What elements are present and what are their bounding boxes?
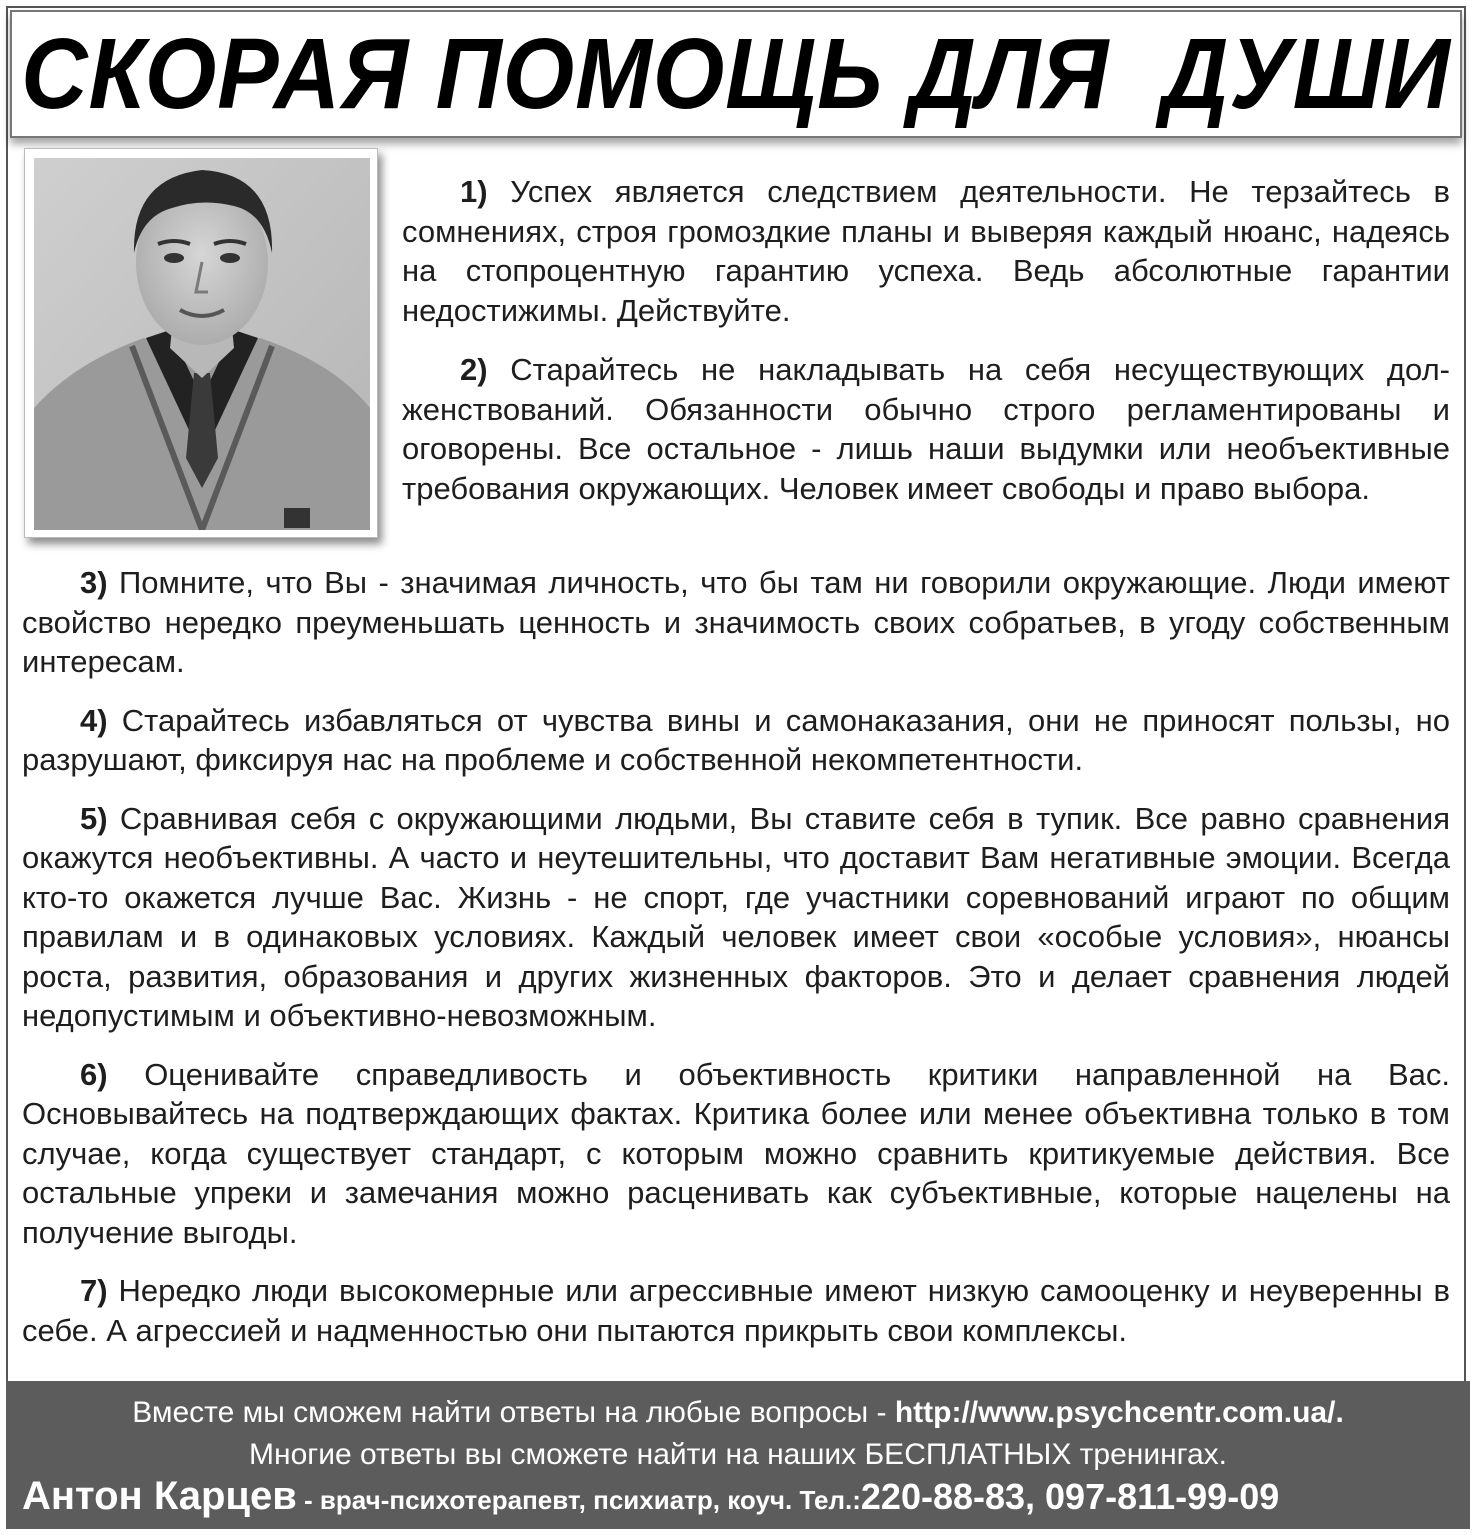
footer-line-author <box>22 1473 1462 1528</box>
text-column-lower <box>22 563 1450 1369</box>
headline-box <box>10 10 1462 138</box>
paragraph-number: 6) <box>80 1056 108 1092</box>
contact-footer <box>6 1381 1470 1529</box>
paragraph-1 <box>402 172 1450 330</box>
paragraph-number: 4) <box>80 702 108 738</box>
paragraph-4 <box>22 701 1450 780</box>
paragraph-text: Старайтесь избавляться от чувства вины и самонаказания, они не приносят пользы, но разрушают, фиксируя нас на проблеме и собственной некомпетентности. <box>22 702 1450 777</box>
author-photo-frame <box>24 148 378 538</box>
paragraph-number: 7) <box>80 1273 108 1308</box>
author-name: Антон Карцев <box>22 1474 297 1518</box>
footer-text: Вместе мы сможем найти ответы на любые вопросы - <box>132 1396 895 1429</box>
text-column-upper <box>402 172 1450 528</box>
website-link[interactable]: http://www.psychcentr.com.ua/. <box>894 1396 1344 1429</box>
paragraph-2 <box>402 350 1450 508</box>
footer-line-website <box>6 1395 1470 1431</box>
paragraph-3 <box>22 563 1450 682</box>
paragraph-5 <box>22 799 1450 1036</box>
paragraph-number: 3) <box>80 565 108 600</box>
paragraph-number: 1) <box>460 174 488 209</box>
paragraph-6 <box>22 1055 1450 1253</box>
paragraph-number: 5) <box>80 800 108 836</box>
paragraph-text: Сравнивая себя с окружающими людьми, Вы ставите себя в тупик. Все равно сравнения окажутся необъективны. А часто и неутешительны, что доставит Вам негативные эмоции. Всегда кто-то окажется лучше Вас. Жизнь - не спорт, где участники соревнований играют по общим правилам и в одинаковых условиях. Каждый человек имеет свои «особые условия», нюансы роста, развития, образования и других жизненных факторов. Это и делает сравнения людей недопустимым и объективно-невозможным. <box>22 800 1450 1033</box>
portrait-photo <box>34 158 370 530</box>
paragraph-text: Оценивайте справедливость и объективность критики направленной на Вас. Основывайтесь на подтверждающих фактах. Критика более или менее объективна только в том случае, когда существует стандарт, с которым можно сравнить критикуемые действия. Все остальные упреки и замечания можно расценивать как субъективные, которые нацелены на получение выгоды. <box>22 1056 1450 1250</box>
author-role: - врач-психотерапевт, психиатр, коуч. <box>296 1485 800 1515</box>
paragraph-text: Нередко люди высокомерные или агрессивные имеют низкую самооценку и неуверенны в себе. А агрессией и надменностью они пытаются прикрыть свои комплексы. <box>22 1273 1450 1348</box>
phone-label: Тел.: <box>799 1485 861 1515</box>
phone-numbers[interactable]: 220-88-83, 097-811-99-09 <box>860 1476 1280 1517</box>
page-title: СКОРАЯ ПОМОЩЬ ДЛЯ ДУШИ <box>21 18 1451 130</box>
paragraph-text: Успех является следствием деятельности. Не терзайтесь в сомнениях, строя громоздкие планы и выверяя каждый нюанс, надеясь на стопроцентную гарантию успеха. Ведь абсолютные гарантии недостижимы. Действуйте. <box>402 174 1450 328</box>
paragraph-number: 2) <box>460 352 488 387</box>
paragraph-text: Старайтесь не накладывать на себя несуществующих долженствований. Обязанности обычно строго регламентированы и оговорены. Все остальное - лишь наши выдумки или необъективные требования окружающих. Человек имеет свободы и право выбора. <box>402 352 1450 506</box>
paragraph-7 <box>22 1271 1450 1350</box>
paragraph-text: Помните, что Вы - значимая личность, что бы там ни говорили окружающие. Люди имеют свойство нередко преуменьшать ценность и значимость своих собратьев, в угоду собственным интересам. <box>22 565 1450 679</box>
footer-line-trainings: Многие ответы вы сможете найти на наших БЕСПЛАТНЫХ тренингах. <box>249 1438 1227 1471</box>
